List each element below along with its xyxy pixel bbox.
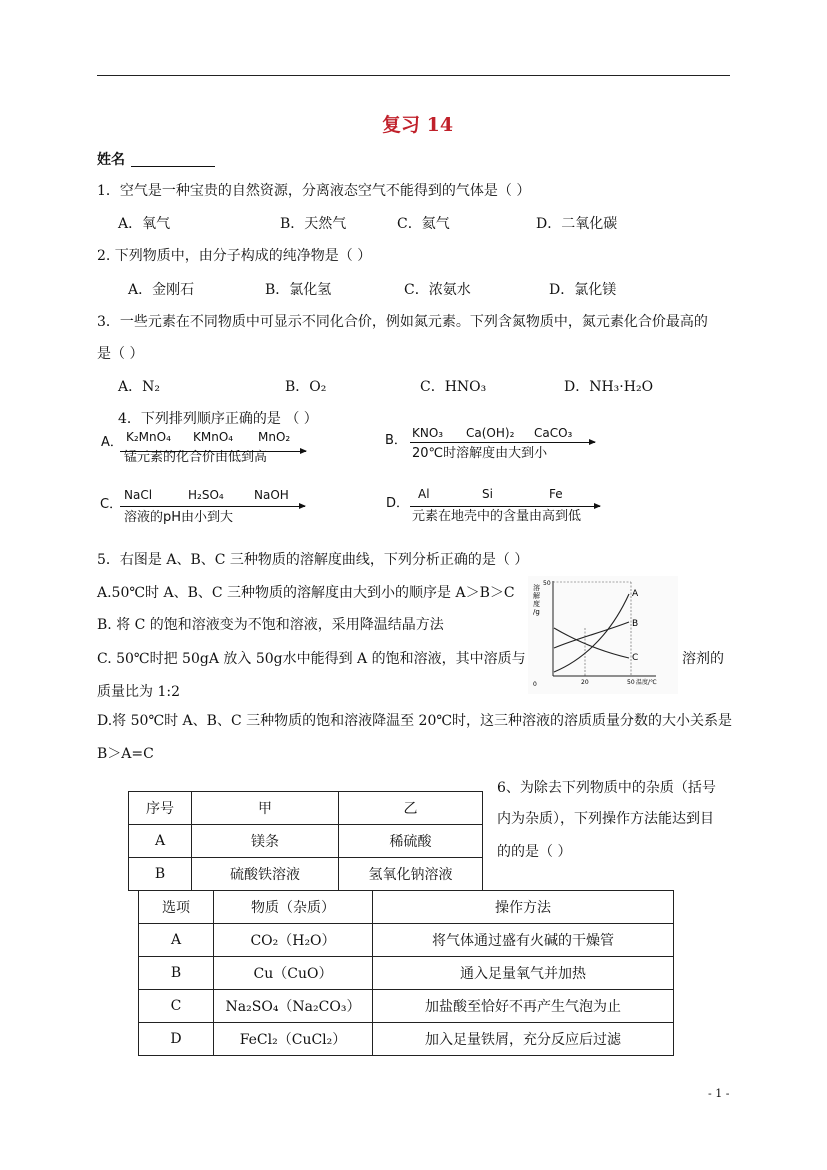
table-cell: B	[129, 858, 192, 891]
table-row	[139, 891, 674, 924]
q4c-caption: 溶液的pH由小到大	[124, 510, 234, 525]
q2-option-d: D．氯化镁	[549, 282, 617, 298]
q4-stem: 4．下列排列顺序正确的是 （ ）	[118, 411, 318, 427]
q6-stem-line1: 6、为除去下列物质中的杂质（括号	[497, 780, 716, 796]
q5-option-c-tail: 溶剂的	[682, 651, 724, 667]
table-cell: 通入足量氧气并加热	[373, 957, 674, 990]
q5-option-d-line2: B＞A=C	[97, 746, 154, 762]
q5-stem: 5．右图是 A、B、C 三种物质的溶解度曲线，下列分析正确的是（ ）	[97, 552, 529, 568]
table-cell: CO₂（H₂O）	[214, 924, 373, 957]
chart-y-tick-50: 50	[543, 580, 551, 587]
q2-option-c: C．浓氨水	[404, 282, 471, 298]
page-title: 复习 14	[382, 114, 454, 136]
chart-xlabel: 温度/℃	[636, 679, 657, 686]
table-header-cell: 序号	[129, 792, 192, 825]
table-header-cell: 操作方法	[373, 891, 674, 924]
curve-c-label: C	[632, 653, 639, 663]
q1-option-a: A．氧气	[118, 216, 171, 232]
q1-option-b: B．天然气	[280, 216, 347, 232]
table-cell: 将气体通过盛有火碱的干燥管	[373, 924, 674, 957]
table-cell: 氢氧化钠溶液	[339, 858, 483, 891]
table-row	[139, 1023, 674, 1056]
table-header-cell: 物质（杂质）	[214, 891, 373, 924]
q2-option-b: B．氯化氢	[265, 282, 332, 298]
q4a-item-1: K₂MnO₄	[126, 430, 171, 444]
q5-option-a: A.50℃时 A、B、C 三种物质的溶解度由大到小的顺序是 A＞B＞C	[97, 585, 515, 601]
q4d-arrow	[410, 506, 600, 507]
q5-option-c-line1: C. 50℃时把 50gA 放入 50g水中能得到 A 的饱和溶液，其中溶质与	[97, 651, 526, 667]
q5-option-c-line2: 质量比为 1:2	[97, 684, 180, 700]
table-cell: 镁条	[192, 825, 339, 858]
table-cell: 加入足量铁屑，充分反应后过滤	[373, 1023, 674, 1056]
q4b-item-1: KNO₃	[412, 426, 444, 440]
table-header-cell: 乙	[339, 792, 483, 825]
q3-option-c: C．HNO₃	[420, 379, 487, 395]
chart-origin: 0	[533, 681, 537, 688]
table-cell: C	[139, 990, 214, 1023]
table-cell: 加盐酸至恰好不再产生气泡为止	[373, 990, 674, 1023]
q3-stem-line1: 3．一些元素在不同物质中可显示不同化合价，例如氮元素。下列含氮物质中，氮元素化合价最高的	[97, 314, 708, 330]
name-label: 姓名	[97, 152, 125, 168]
name-blank-line	[131, 166, 215, 167]
q1-option-d: D．二氧化碳	[536, 216, 618, 232]
table-cell: 硫酸铁溶液	[192, 858, 339, 891]
solubility-chart	[528, 576, 678, 694]
table-row	[129, 792, 483, 825]
q4a-item-3: MnO₂	[258, 430, 291, 444]
chart-x-tick-50: 50	[627, 679, 635, 686]
q4d-item-1: Al	[418, 487, 430, 501]
chart-ylabel-3: 度	[533, 600, 540, 608]
q4c-arrow	[120, 506, 305, 507]
q6-small-table	[128, 791, 483, 891]
chart-ylabel-4: /g	[533, 608, 540, 616]
curve-a-label: A	[632, 589, 639, 599]
q4a-letter: A．	[101, 435, 123, 450]
table-cell: FeCl₂（CuCl₂）	[214, 1023, 373, 1056]
q4d-letter: D．	[386, 496, 410, 511]
q4b-letter: B．	[385, 433, 407, 448]
q4c-item-2: H₂SO₄	[188, 488, 224, 502]
table-cell: A	[129, 825, 192, 858]
curve-b-label: B	[632, 619, 639, 629]
q4b-caption: 20℃时溶解度由大到小	[412, 446, 548, 461]
q4c-letter: C．	[100, 497, 123, 512]
table-row	[139, 924, 674, 957]
table-cell: Cu（CuO）	[214, 957, 373, 990]
chart-ylabel-2: 解	[533, 592, 540, 600]
q2-stem: 2. 下列物质中，由分子构成的纯净物是（ ）	[97, 248, 372, 264]
chart-x-tick-20: 20	[581, 679, 589, 686]
q6-main-table	[138, 890, 674, 1056]
table-cell: Na₂SO₄（Na₂CO₃）	[214, 990, 373, 1023]
q4d-item-2: Si	[482, 487, 493, 501]
table-cell: A	[139, 924, 214, 957]
q4c-item-3: NaOH	[254, 488, 289, 502]
page-number: - 1 -	[708, 1087, 730, 1100]
table-row	[139, 990, 674, 1023]
q5-option-b: B. 将 C 的饱和溶液变为不饱和溶液，采用降温结晶方法	[97, 617, 444, 633]
q4a-item-2: KMnO₄	[193, 430, 234, 444]
q2-option-a: A．金刚石	[128, 282, 195, 298]
q6-stem-line3: 的的是（ ）	[497, 844, 572, 860]
q4b-item-3: CaCO₃	[534, 426, 573, 440]
q4c-item-1: NaCl	[124, 488, 153, 502]
q3-option-a: A．N₂	[118, 379, 160, 395]
q6-stem-line2: 内为杂质），下列操作方法能达到目	[497, 811, 714, 827]
q4b-item-2: Ca(OH)₂	[466, 426, 515, 440]
table-header-cell: 甲	[192, 792, 339, 825]
q5-option-d-line1: D.将 50℃时 A、B、C 三种物质的饱和溶液降温至 20℃时，这三种溶液的溶质质量分数的大小关系是	[97, 713, 733, 729]
table-cell: 稀硫酸	[339, 825, 483, 858]
q4b-arrow	[410, 442, 595, 443]
header-rule	[97, 75, 730, 76]
chart-ylabel-1: 溶	[533, 584, 540, 592]
q3-option-d: D．NH₃·H₂O	[564, 379, 654, 395]
table-cell: B	[139, 957, 214, 990]
q4d-caption: 元素在地壳中的含量由高到低	[412, 509, 582, 524]
q3-option-b: B．O₂	[285, 379, 327, 395]
q1-option-c: C．氦气	[397, 216, 450, 232]
q4d-item-3: Fe	[549, 487, 563, 501]
table-row	[139, 957, 674, 990]
table-header-cell: 选项	[139, 891, 214, 924]
table-row	[129, 825, 483, 858]
table-row	[129, 858, 483, 891]
q4a-caption: 锰元素的化合价由低到高	[124, 450, 268, 465]
table-cell: D	[139, 1023, 214, 1056]
q1-stem: 1．空气是一种宝贵的自然资源，分离液态空气不能得到的气体是（ ）	[97, 183, 531, 199]
q3-stem-line2: 是（ ）	[97, 346, 144, 362]
